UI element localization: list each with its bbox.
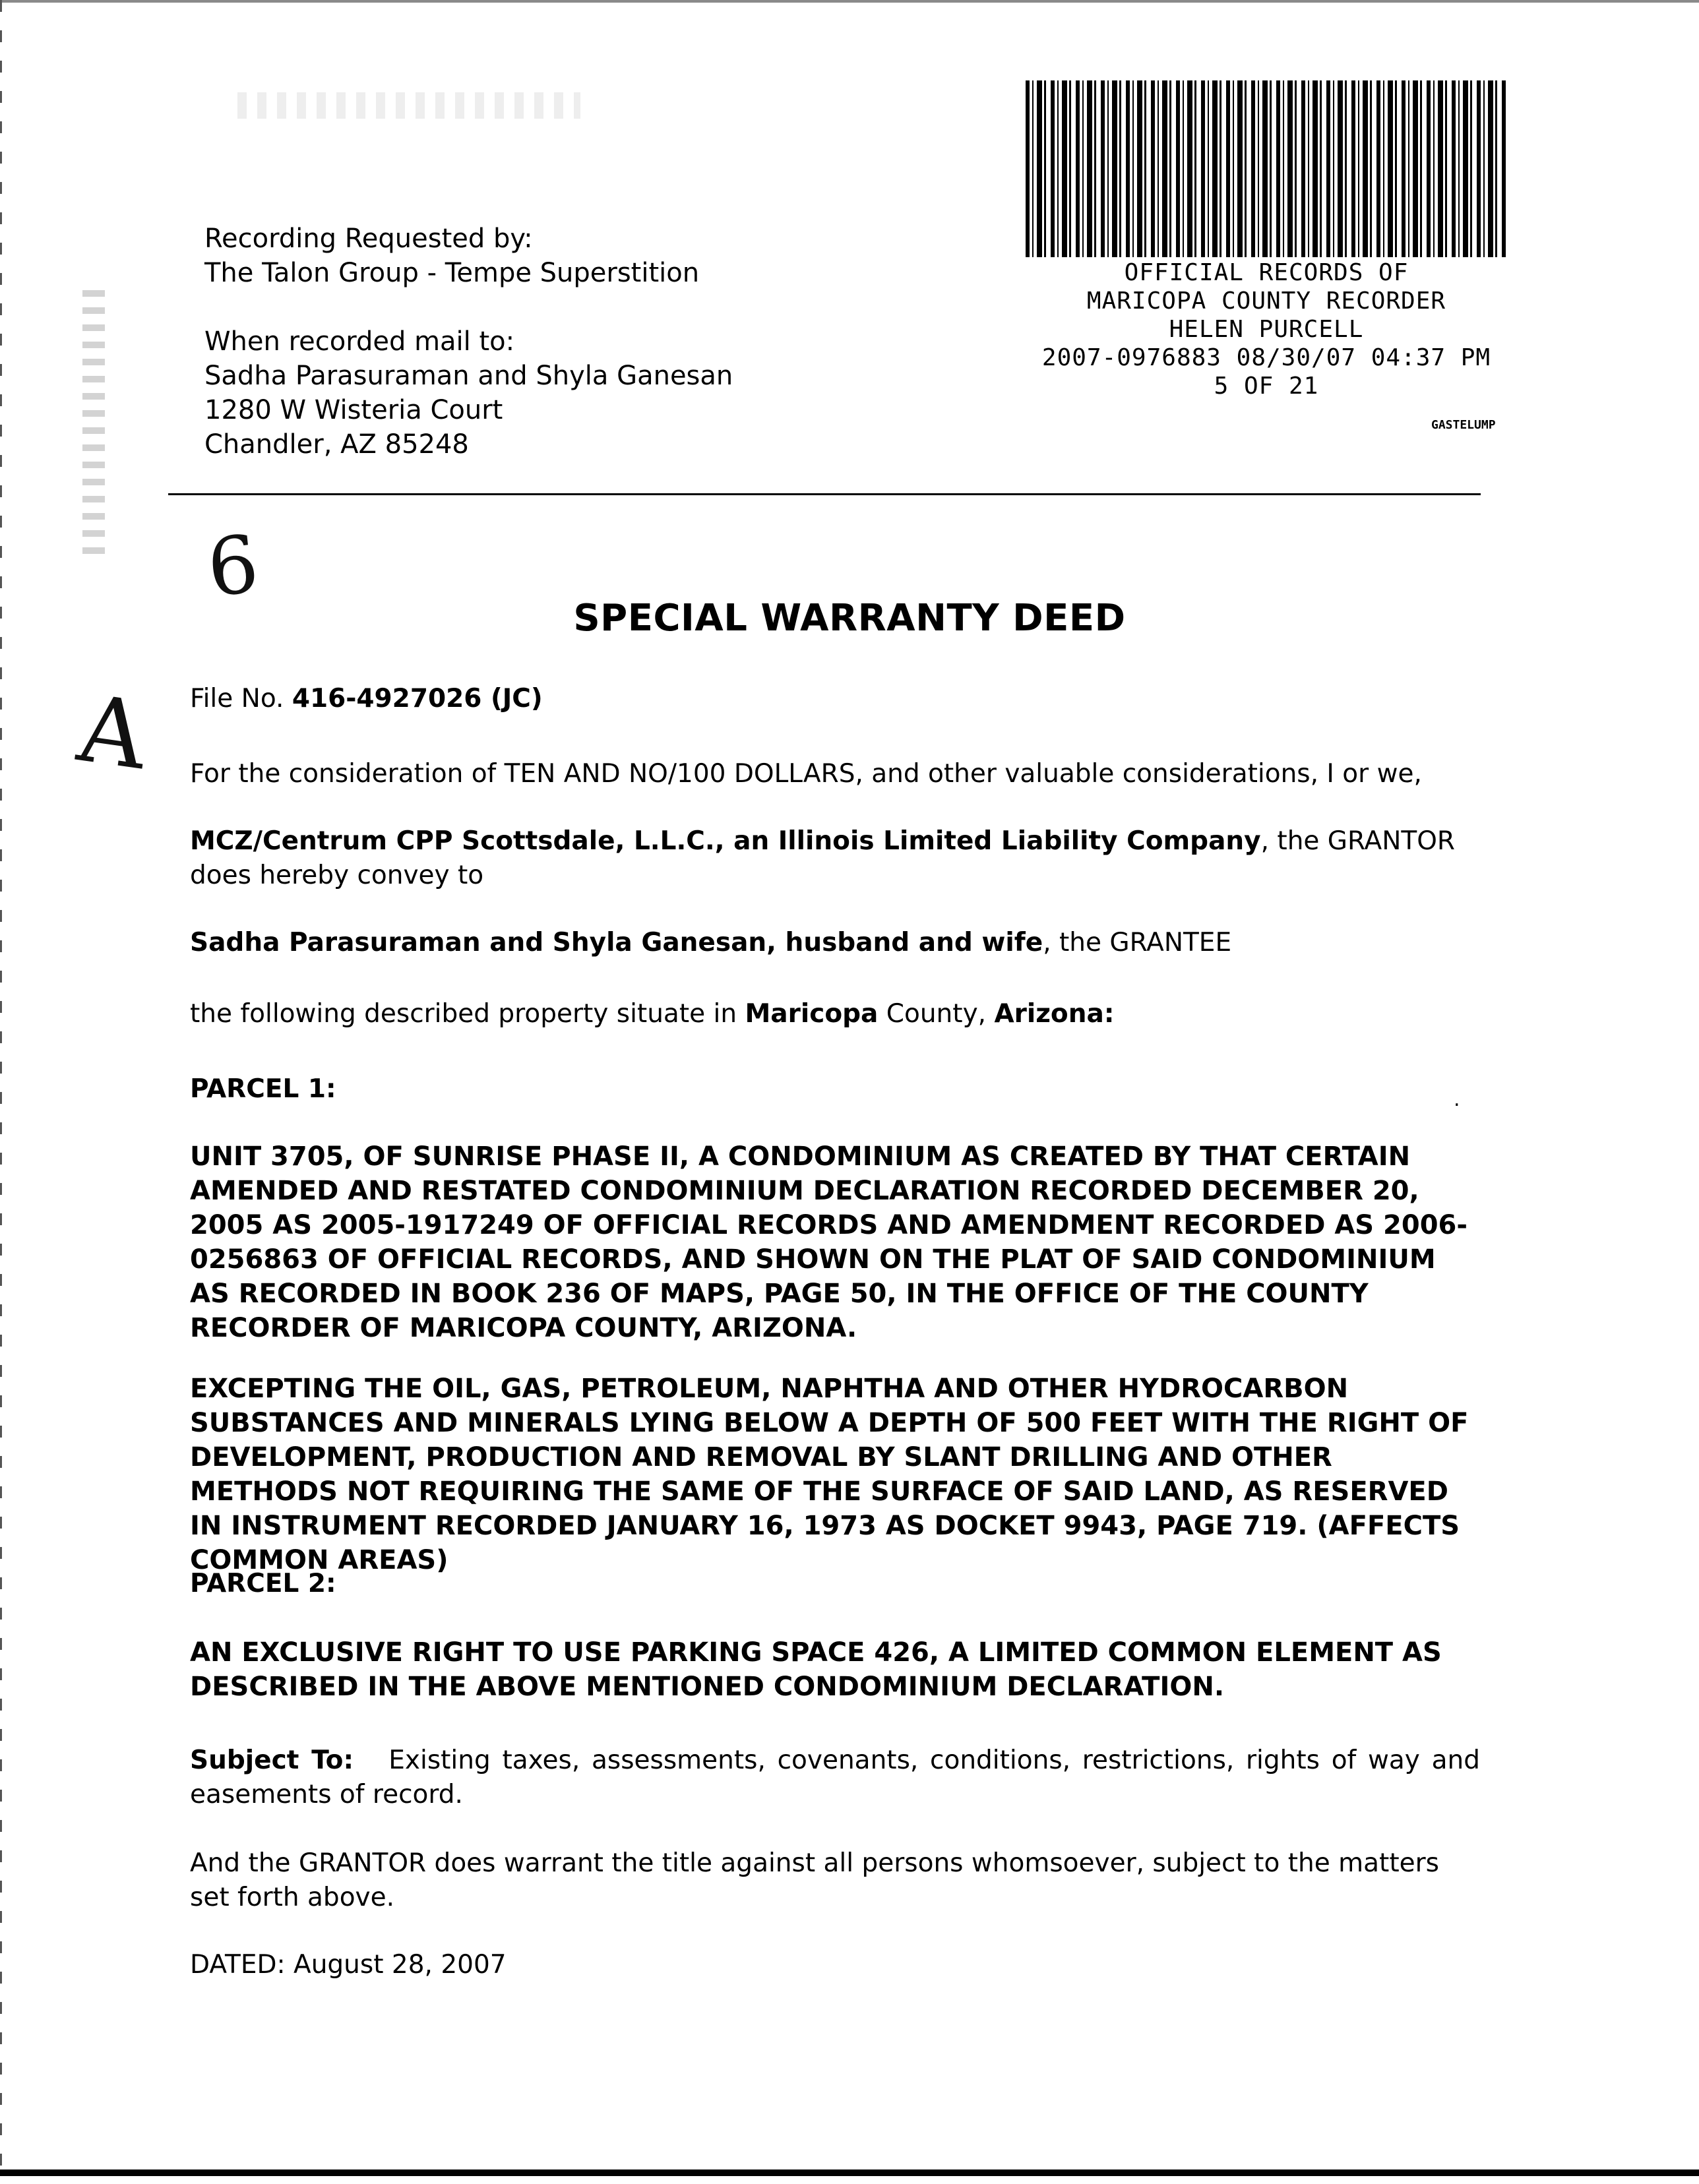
mail-to-label: When recorded mail to: xyxy=(204,326,515,357)
file-number: 416-4927026 (JC) xyxy=(292,684,543,713)
recorder-line-5: 5 OF 21 xyxy=(1214,373,1319,400)
recording-header xyxy=(204,222,733,462)
subject-to-text: Existing taxes, assessments, covenants, conditions, restrictions, rights of way and easements of record. xyxy=(190,1745,1480,1809)
property-state: Arizona: xyxy=(994,999,1115,1029)
file-number-line xyxy=(190,682,1480,716)
barcode xyxy=(1026,80,1507,257)
property-prefix: the following described property situate in xyxy=(190,999,737,1029)
grantor-paragraph xyxy=(190,824,1480,893)
recorder-clerk: GASTELUMP xyxy=(1431,418,1496,432)
recorder-stamp xyxy=(1016,258,1517,400)
recording-requested-label: Recording Requested by: xyxy=(204,224,533,254)
subject-to-paragraph xyxy=(190,1744,1480,1812)
header-divider xyxy=(168,493,1481,495)
faded-stamp-smudge xyxy=(237,92,580,119)
parcel-1-description: UNIT 3705, OF SUNRISE PHASE II, A CONDOMINIUM AS CREATED BY THAT CERTAIN AMENDED AND RESTATED CONDOMINIUM DECLARATION RECORDED DECEMBER 20, 2005 AS 2005-1917249 OF OFFICIAL RECORDS AND AMENDMENT RECORDED AS 2006-0256863 OF OFFICIAL RECORDS, AND SHOWN ON THE PLAT OF SAID CONDOMINIUM AS RECORDED IN BOOK 236 OF MAPS, PAGE 50, IN THE OFFICE OF THE COUNTY RECORDER OF MARICOPA COUNTY, ARIZONA. xyxy=(190,1141,1467,1343)
property-location xyxy=(190,997,1480,1031)
mail-to-street: 1280 W Wisteria Court xyxy=(204,395,503,425)
consideration-text: For the consideration of TEN AND NO/100 DOLLARS, and other valuable considerations, I or we, xyxy=(190,759,1422,789)
recorder-line-2: MARICOPA COUNTY RECORDER xyxy=(1086,288,1446,315)
document-title: SPECIAL WARRANTY DEED xyxy=(573,597,1126,640)
mail-to-name: Sadha Parasuraman and Shyla Ganesan xyxy=(204,361,733,391)
margin-stamp-marks xyxy=(82,290,105,554)
mineral-exception: EXCEPTING THE OIL, GAS, PETROLEUM, NAPHTHA AND OTHER HYDROCARBON SUBSTANCES AND MINERALS LYING BELOW A DEPTH OF 500 FEET WITH THE RIGHT OF DEVELOPMENT, PRODUCTION AND REMOVAL BY SLANT DRILLING AND OTHER METHODS NOT REQUIRING THE SAME OF THE SURFACE OF SAID LAND, AS RESERVED IN INSTRUMENT RECORDED JANUARY 16, 1973 AS DOCKET 9943, PAGE 719. (AFFECTS COMMON AREAS) xyxy=(190,1374,1469,1575)
grantee-name: Sadha Parasuraman and Shyla Ganesan, husband and wife xyxy=(190,928,1043,957)
handwritten-mark-margin: A xyxy=(72,675,153,791)
property-county: Maricopa xyxy=(745,999,879,1029)
recorder-line-1: OFFICIAL RECORDS OF xyxy=(1124,259,1409,286)
subject-to-label: Subject To: xyxy=(190,1745,354,1775)
property-county-suffix: County, xyxy=(886,999,987,1029)
scan-bottom-edge xyxy=(0,2169,1699,2176)
stray-dot: . xyxy=(1454,1088,1460,1111)
grantor-suffix: , the GRANTOR does hereby convey to xyxy=(190,826,1456,890)
scan-top-edge xyxy=(0,0,1699,3)
scan-left-edge xyxy=(0,0,2,2184)
parcel-2-description: AN EXCLUSIVE RIGHT TO USE PARKING SPACE 426, A LIMITED COMMON ELEMENT AS DESCRIBED IN THE ABOVE MENTIONED CONDOMINIUM DECLARATION. xyxy=(190,1637,1442,1702)
recorder-line-3: HELEN PURCELL xyxy=(1169,316,1364,343)
parcel-1-heading: PARCEL 1: xyxy=(190,1074,336,1104)
file-label: File No. xyxy=(190,684,284,713)
parcel-2-heading: PARCEL 2: xyxy=(190,1569,336,1598)
warranty-paragraph: And the GRANTOR does warrant the title against all persons whomsoever, subject to the matters set forth above. xyxy=(190,1848,1439,1912)
handwritten-mark-top: 6 xyxy=(202,518,263,615)
grantee-paragraph xyxy=(190,926,1480,960)
grantor-name: MCZ/Centrum CPP Scottsdale, L.L.C., an Illinois Limited Liability Company xyxy=(190,826,1261,856)
dated-line: DATED: August 28, 2007 xyxy=(190,1950,507,1980)
mail-to-city: Chandler, AZ 85248 xyxy=(204,429,469,460)
grantee-suffix: , the GRANTEE xyxy=(1043,928,1232,957)
requester-name: The Talon Group - Tempe Superstition xyxy=(204,258,700,288)
recorder-line-4: 2007-0976883 08/30/07 04:37 PM xyxy=(1041,344,1491,371)
